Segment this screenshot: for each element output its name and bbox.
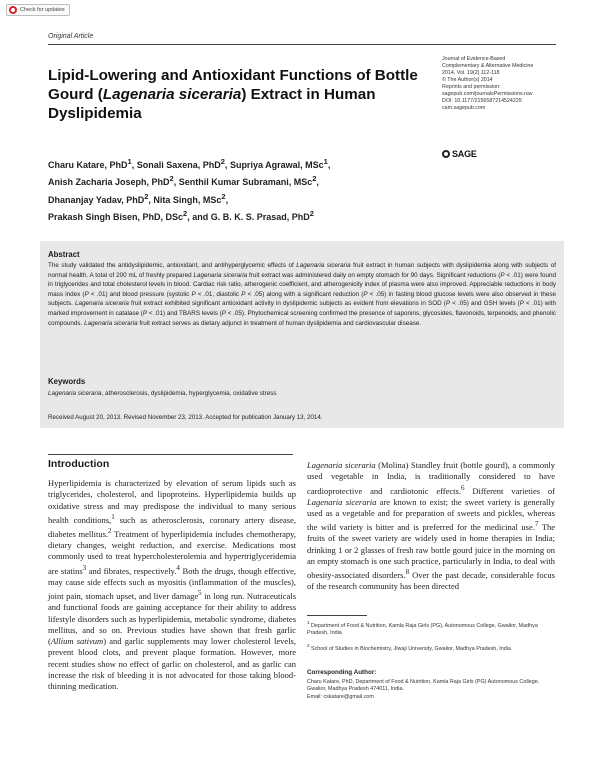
author-affiliation-ref: 1	[323, 157, 328, 166]
text-run: < .01) were found in triglycerides and total cholesterol levels in blood. Cardiac risk ratio, atherogenic coefficient, and atherogenicity index of plasma were also improved. Appreciable reductions in body mass index (	[48, 271, 556, 298]
author-name: Nita Singh, MSc	[153, 194, 222, 205]
text-run: (Molina) Standley fruit (bottle gourd), a commonly used vegetable in India, is traditionally considered to have cardioprotective and cardiotonic effects.	[307, 460, 555, 496]
italic-run: P	[445, 300, 451, 308]
italic-run: Lagenaria siceraria	[193, 271, 248, 279]
text-run: in long run. Nutraceuticals and functional foods are gaining acceptance for their ability to address lifestyle disorders such as hyperlipidemia, metabolic syndrome, diabetes mellitus, and so on. Previous studies have shown that fresh garlic (	[48, 590, 296, 647]
author-list: Charu Katare, PhD$^1$, Sonali Saxena, PhD$^2$, Supriya Agrawal, MSc$^1$, Anish Zacharia Joseph, PhD$^2$, Senthil Kumar Subramani, MSc$^2$, Dhananjay Yadav, PhD$^2$, Nita Singh, MSc$^2$, Prakash Singh Bisen, PhD, DSc$^2$, and G. B. K. S. Prasad, PhD$^2$	[48, 157, 331, 223]
footnote-text: Department of Food & Nutrition, Kamla Raja Girls (PG), Autonomous College, Gwalior, Madhya Pradesh, India	[307, 622, 538, 637]
italic-run: P	[191, 290, 196, 298]
title-species: Lagenaria siceraria	[102, 86, 242, 103]
author	[48, 174, 174, 188]
author-name: Charu Katare, PhD	[48, 160, 128, 170]
citation-ref[interactable]: 5	[198, 589, 202, 598]
text-run: , atherosclerosis, dyslipidemia, hyperglycemia, oxidative stress	[101, 390, 277, 397]
author-affiliation-ref: 2	[312, 174, 317, 184]
text-run: Both the drugs, though effective, may cause side effects such as myositis (inflammation of the muscles), joint pain, stomach upset, and liver damage	[48, 565, 296, 601]
author-affiliation-ref: 2	[221, 191, 226, 201]
publisher-name: SAGE	[452, 149, 477, 159]
journal-line: Journal of Evidence-Based	[442, 56, 506, 62]
text-run: and fibrates, respectively.	[86, 565, 177, 576]
affiliation-footnote-1	[307, 619, 557, 637]
text-run: fruit extract serves as dietary adjunct in treatment of human dyslipidemia and cardiovascular disease.	[137, 319, 422, 327]
affiliation-footnote-2	[307, 642, 557, 653]
text-run: The fruits of the sweet variety are widely used in home therapies in India; drinking 1 or 2 glasses of fresh raw bottle gourd juice in the morning on an empty stomach is one such practice, particularly in India, to deal with obesity-associated disorders.	[307, 522, 555, 581]
journal-line: Reprints and permission:	[442, 84, 501, 90]
author-name: Sonali Saxena, PhD	[136, 160, 221, 170]
title-part-2: ) Extract in Human Dyslipidemia	[48, 86, 376, 122]
text-run: Different varieties of	[464, 485, 555, 496]
keywords-list	[48, 390, 277, 397]
text-run: < .01) and blood pressure (systolic	[88, 290, 192, 298]
author-affiliation-ref: 2	[169, 174, 174, 184]
text-run: The study validated the antidyslipidemic, antioxidant, and antihyperglycemic effects of	[48, 262, 297, 269]
citation-ref[interactable]: 2	[108, 527, 112, 536]
author	[210, 209, 314, 223]
citation-ref[interactable]: 7	[534, 520, 539, 529]
introduction-right-column	[307, 460, 555, 593]
received-dates: Received August 20, 2013. Revised November 23, 2013. Accepted for publication January 13, 2014.	[48, 414, 323, 421]
italic-run: Lagenaria siceraria	[307, 496, 377, 507]
journal-info	[442, 56, 562, 112]
footnote-number: 2	[307, 643, 310, 648]
check-for-updates-label: Check for updates	[20, 7, 65, 13]
author	[178, 174, 317, 188]
corresponding-email[interactable]: Email: cskatare@gmail.com	[307, 693, 374, 700]
author-affiliation-ref: 2	[309, 209, 314, 219]
footnote-text: School of Studies in Biochemistry, Jiwaji University, Gwalior, Madhya Pradesh, India	[311, 645, 511, 652]
text-run: fruit extract in human subjects with dyslipidemia along with subjects of normal health. A total of 200 mL of freshly prepared	[48, 262, 556, 279]
text-run: fruit extract exhibited significant antioxidant activity in dyslipidemic subjects as evident from elevations in SOD (	[128, 300, 446, 308]
text-run: ) and garlic supplements may lower cholesterol levels, prevent blood clots, and prevent plaque formation. However, more recent studies show no effect of garlic on cholesterol, and as garlic can increase the risk of bleeding it is not advocated for those taking blood-thinning medication.	[48, 636, 296, 692]
corresponding-author-heading: Corresponding Author:	[307, 669, 377, 676]
italic-run: P	[519, 300, 524, 308]
author-affiliation-ref: 1	[127, 157, 132, 166]
italic-run: Lagenaria siceraria	[74, 300, 129, 308]
author-name: Dhananjay Yadav, PhD	[48, 194, 145, 205]
footnote-divider	[307, 615, 367, 616]
citation-ref[interactable]: 4	[176, 563, 180, 572]
italic-run: Lagenaria siceraria	[296, 262, 351, 269]
italic-run: Allium sativum	[50, 636, 104, 647]
text-run: < .05) in fasting blood glucose levels were also observed in these subjects.	[48, 290, 556, 308]
author	[48, 191, 149, 205]
section-divider	[48, 454, 293, 455]
journal-line: Complementary & Alternative Medicine	[442, 63, 534, 69]
author	[48, 157, 132, 170]
introduction-heading: Introduction	[48, 458, 110, 470]
journal-line: DOI: 10.1177/2156587214524229	[442, 98, 522, 104]
italic-run: P	[500, 271, 505, 279]
italic-run: P	[221, 309, 226, 317]
text-run: < .01, diastolic	[195, 290, 242, 298]
journal-line: 2014, Vol. 19(2) 112-118	[442, 70, 500, 76]
title-part-1: Lipid-Lowering and Antioxidant Functions of Bottle Gourd (	[48, 67, 418, 103]
text-run: such as atherosclerosis, coronary artery disease, diabetes mellitus.	[48, 514, 296, 539]
text-run: < .05). Phytochemical screening confirmed the presence of saponins, glycosides, flavonoids, terpenoids, and phenolic compounds.	[48, 309, 557, 327]
text-run: Hyperlipidemia is characterized by elevation of serum lipids such as triglycerides, cholesterol, and lipoproteins. Hyperlipidemia builds up oxidative stress and may predispose the individual to many serious health conditions,	[48, 478, 296, 525]
author-name: Prakash Singh Bisen, PhD, DSc	[48, 212, 184, 223]
crossmark-icon	[9, 6, 17, 14]
text-run: < .05) and GSH levels (	[450, 300, 520, 308]
check-for-updates-badge[interactable]	[6, 4, 70, 16]
author	[153, 191, 226, 205]
author-affiliation-ref: 2	[183, 209, 188, 219]
article-title	[48, 66, 418, 123]
text-run: fruit extract was administered daily on empty stomach for 90 days. Significant reductions (	[247, 271, 501, 279]
citation-ref[interactable]: 3	[82, 563, 87, 572]
journal-line[interactable]: cam.sagepub.com	[442, 105, 486, 111]
italic-run: Lagenaria siceraria	[48, 390, 102, 397]
author-affiliation-ref: 2	[144, 191, 149, 201]
citation-ref[interactable]: 6	[460, 483, 465, 492]
journal-line[interactable]: sagepub.com/journalsPermissions.nav	[442, 91, 533, 97]
corresponding-author-details	[307, 679, 559, 701]
text-run: < .05) along with a significant reduction (	[245, 290, 364, 298]
footnote-number: 1	[307, 620, 310, 625]
citation-ref[interactable]: 1	[111, 512, 115, 521]
italic-run: P	[84, 290, 89, 298]
keywords-heading: Keywords	[48, 377, 86, 386]
text-run: < .01) and TBARS levels (	[147, 309, 222, 317]
header-divider	[48, 44, 556, 45]
introduction-left-column	[48, 478, 296, 693]
abstract-body	[48, 261, 556, 328]
text-run: Treatment of hyperlipidemia includes chemotherapy, dietary changes, weight reduction, and exercise. Medications most commonly used to treat hypercholesterolemia and hypertriglyceridemia are statins	[48, 528, 296, 576]
author-affiliation-ref: 2	[220, 157, 225, 166]
author	[136, 157, 225, 170]
author-name: G. B. K. S. Prasad, PhD	[210, 212, 310, 223]
abstract-heading: Abstract	[48, 250, 80, 259]
italic-run: Lagenaria siceraria	[307, 460, 376, 470]
text-run: are known to exist; the sweet variety is generally used as a vegetable and for preparation of sweets and pickles, whereas the wild variety is bitter and is preferred for the medicinal use.	[307, 496, 555, 533]
author	[48, 209, 188, 223]
author-name: Senthil Kumar Subramani, MSc	[178, 177, 313, 188]
article-type-label: Original Article	[48, 33, 94, 40]
corresponding-address: Charu Katare, PhD, Department of Food & Nutrition, Kamla Raja Girls (PG) Autonomous College, Gwalior, Madhya Pradesh 474011, India.	[307, 679, 540, 693]
journal-line: © The Author(s) 2014	[442, 77, 493, 83]
italic-run: P	[363, 290, 368, 298]
author	[229, 157, 328, 170]
author-name: Anish Zacharia Joseph, PhD	[48, 177, 170, 188]
text-run: < .01) with marked improvement in catalase (	[48, 300, 556, 317]
author-name: Supriya Agrawal, MSc	[229, 160, 324, 170]
citation-ref[interactable]: 8	[405, 568, 410, 577]
italic-run: P	[142, 309, 148, 317]
italic-run: Lagenaria siceraria	[84, 319, 138, 327]
italic-run: P	[241, 290, 246, 298]
text-run: Over the past decade, considerable focus of the research community has been directed	[307, 570, 555, 592]
